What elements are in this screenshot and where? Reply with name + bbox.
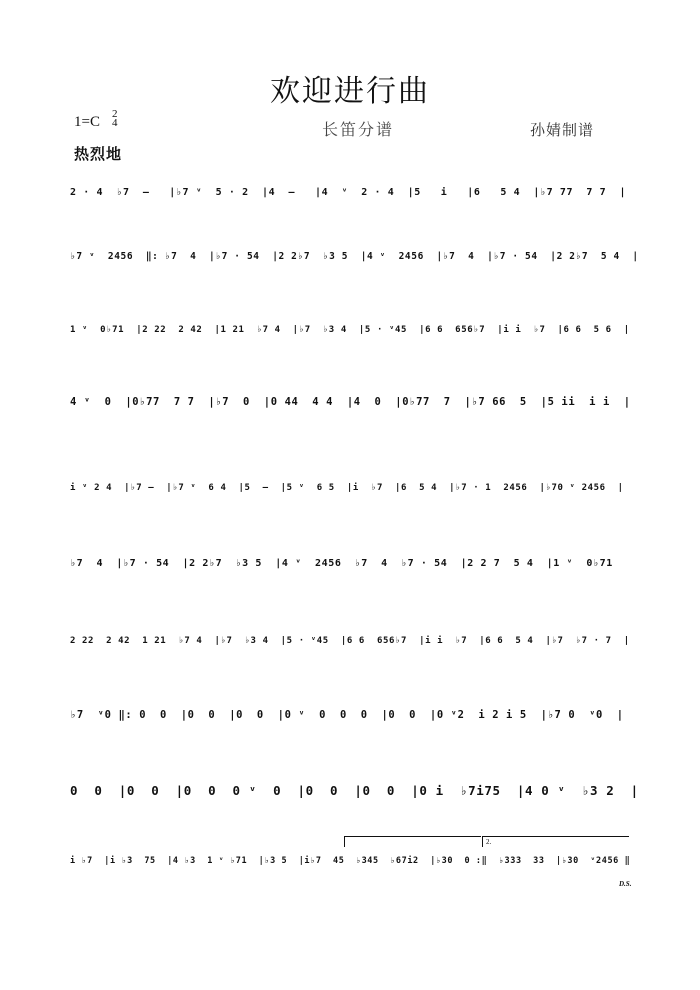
staff-line-3 [70,320,640,360]
staff-notes: 2 · 4 ♭7 – |♭7 ᵛ 5 · 2 |4 – |4 ᵛ 2 · 4 |5 i |6 5 4 |♭7 77 7 7 | [70,187,627,198]
dal-segno-mark: D.S. [619,880,632,888]
staff-notes: 0 0 |0 0 |0 0 0 ᵛ 0 |0 0 |0 0 |0 i ♭7i75 |4 0 ᵛ ♭3 2 | [70,783,639,798]
staff-notes: i ᵛ 2 4 |♭7 – |♭7 ᵛ 6 4 |5 – |5 ᵛ 6 5 |i ♭7 |6 5 4 |♭7 · 1 2456 |♭70 ᵛ 2456 | [70,483,624,493]
volta-2-number: 2. [486,838,492,846]
staff-notes: 4 ᵛ 0 |0♭77 7 7 |♭7 0 |0 44 4 4 |4 0 |0♭77 7 |♭7 66 5 |5 ii i i | [70,396,631,408]
volta-bracket-1 [344,836,481,847]
staff-line-6 [70,554,640,594]
staff-line-7 [70,631,640,671]
score-title: 欢迎进行曲 [270,74,430,109]
staff-notes: 2 22 2 42 1 21 ♭7 4 |♭7 ♭3 4 |5 · ᵛ45 |6 6 656♭7 |i i ♭7 |6 6 5 4 |♭7 ♭7 · 7 | [70,636,630,646]
staff-notes: ♭7 4 |♭7 · 54 |2 2♭7 ♭3 5 |4 ᵛ 2456 ♭7 4 ♭7 · 54 |2 2 7 5 4 |1 ᵛ 0♭71 [70,558,627,569]
tempo-marking: 热烈地 [74,145,123,163]
staff-notes: ♭7 ᵛ0 ‖: 0 0 |0 0 |0 0 |0 ᵛ 0 0 0 |0 0 |0 ᵛ2 i 2 i 5 |♭7 0 ᵛ0 | [70,709,624,721]
staff-line-9 [70,781,640,821]
staff-notes: 1 ᵛ 0♭71 |2 22 2 42 |1 21 ♭7 4 |♭7 ♭3 4 |5 · ᵛ45 |6 6 656♭7 |i i ♭7 |6 6 5 6 | [70,325,630,335]
staff-line-1 [70,183,640,223]
staff-notes: ♭7 ᵛ 2456 ‖: ♭7 4 |♭7 · 54 |2 2♭7 ♭3 5 |4 ᵛ 2456 |♭7 4 |♭7 · 54 |2 2♭7 5 4 | [70,251,639,262]
key-signature: 1=C [74,114,100,130]
staff-notes: i ♭7 |i ♭3 75 |4 ♭3 1 ᵛ ♭71 |♭3 5 |i♭7 45 ♭345 ♭67i2 |♭30 0 :‖ ♭333 33 |♭30 ᵛ2456 ‖ [70,856,631,866]
staff-line-10 [70,851,640,891]
time-signature [112,110,118,128]
arranger-credit: 孙婧制谱 [530,121,595,139]
volta-bracket-2 [482,836,629,847]
staff-line-5 [70,478,640,518]
staff-line-8 [70,705,640,745]
meter-top: 2 [112,108,118,120]
staff-line-2 [70,247,640,287]
meter-bottom: 4 [112,117,118,129]
staff-line-4 [70,392,640,432]
part-subtitle: 长笛分谱 [322,120,395,139]
